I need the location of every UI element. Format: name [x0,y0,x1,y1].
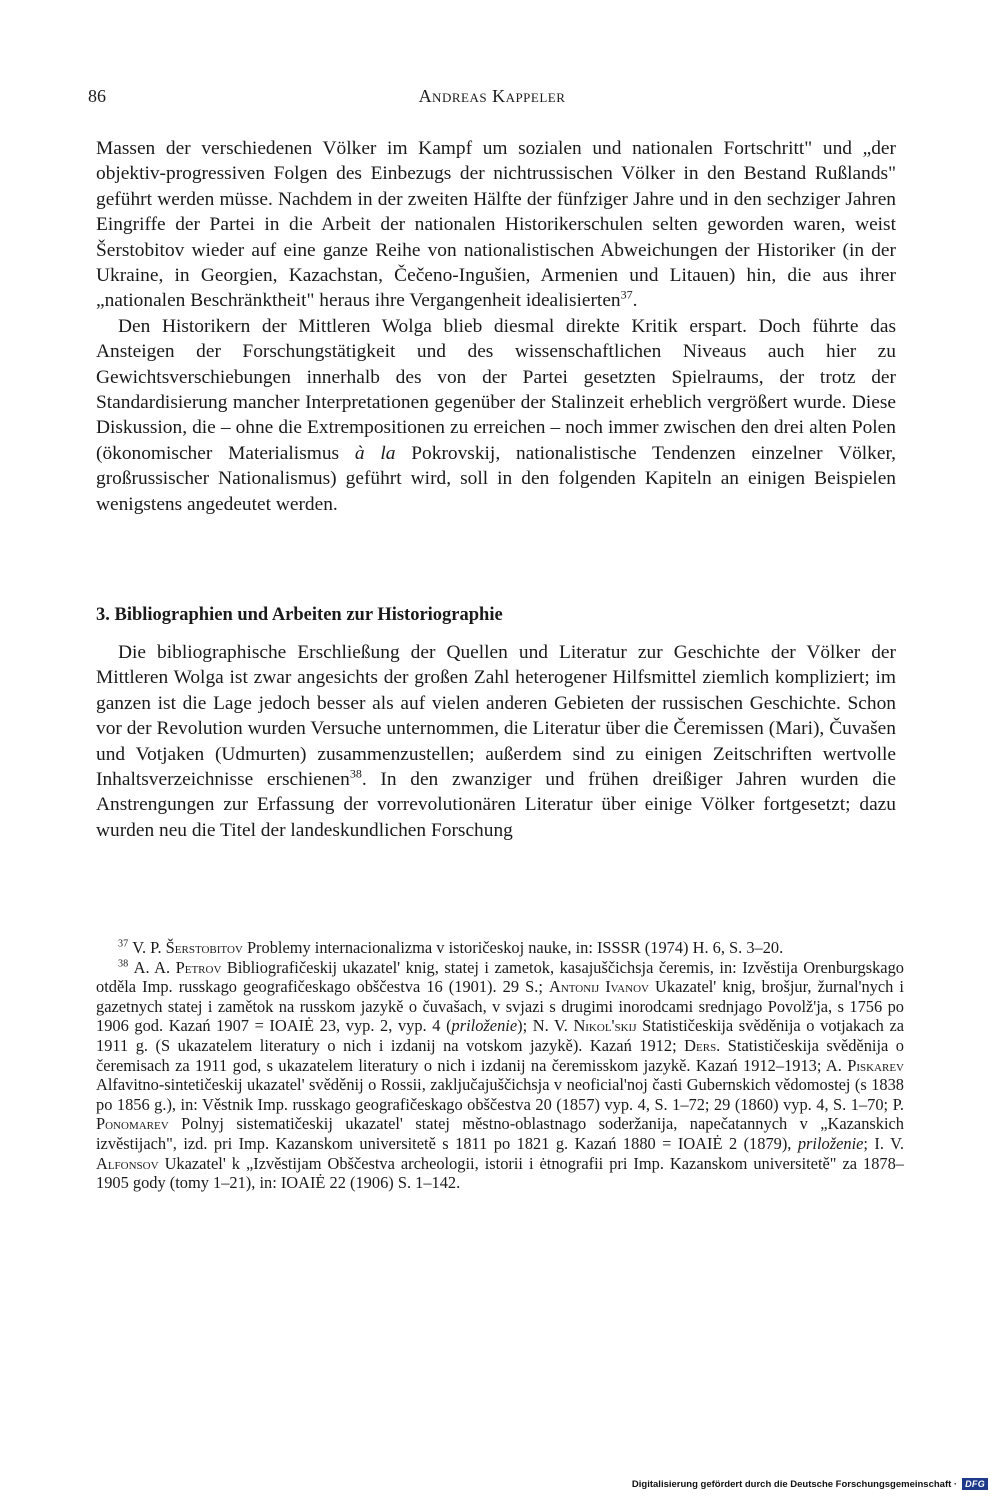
paragraph: Den Historikern der Mittleren Wolga blieb diesmal direkte Kritik erspart. Doch führte das Ansteigen der Forschungstätigkeit und des wissenschaftlichen Niveaus auch hier zu Gewichtsverschiebungen innerhalb des von der Partei gesetzten Spielraums, der trotz der Standardisierung mancher Interpretationen gegenüber der Stalinzeit erheblich vergrößert wurde. Diese Diskussion, die – ohne die Extrempositionen zu erreichen – noch immer zwischen den drei alten Polen (ökonomischer Materialismus à la Pokrovskij, nationalistische Tendenzen einzelner Völker, großrussischer Nationalismus) geführt wird, soll in den folgenden Kapiteln an einigen Beispielen wenigstens angedeutet werden. [96,315,896,515]
footnote-ref[interactable]: 38 [349,766,362,781]
section-text [96,640,896,843]
section-heading: 3. Bibliographien und Arbeiten zur Historiographie [96,605,503,625]
credit-text: Digitalisierung gefördert durch die Deutsche Forschungsgemeinschaft · [631,1478,958,1490]
page-header [88,86,896,112]
footnote-37: $^{37}$ V. P. Šerstobitov Problemy internacionalizma v istoričeskoj nauke, in: ISSSR (1974) H. 6, S. 3–20. [118,938,784,957]
footnote-ref[interactable]: 37 [620,287,633,302]
digitization-credit [632,1475,988,1493]
dfg-logo: DFG [962,1478,988,1490]
running-head: Andreas Kappeler [418,86,566,106]
footnote-38: $^{38}$ A. A. Petrov Bibliografičeskij ukazatel' knig, statej i zametok, kasajuščichsja čeremis, in: Izvěstija Orenburgskago otděla Imp. russkago geografičeskago obščestva 16 (1901). 29 S.; Antonij Ivanov Ukazatel' knig, brošjur, žurnal'nych i gazetnych statej i zamětok na russkom jazykě o čuvašach, v svjazi s drugimi inorodcami srednjago Povolž'ja, s 1756 po 1906 god. Kazań 1907 = IOAIĖ 23, vyp. 2, vyp. 4 (priloženie); N. V. Nikol'skij Statističeskija svěděnija o votjakach za 1911 g. (S ukazatelem literatury o nich i izdanij na votskom jazykě). Kazań 1912; Ders. Statističeskija svěděnija o čeremisach za 1911 god, s ukazatelem literatury o nich i izdanij na čeremisskom jazykě. Kazań 1912–1913; A. Piskarev Alfavitno-sintetičeskij ukazatel' svěděnij o Rossii, zaključajuščichsja v neoficial'noj časti Gubernskich vědomostej (s 1838 po 1856 g.), in: Věstnik Imp. russkago geografičeskago obščestva 20 (1857) vyp. 4, S. 1–72; 29 (1860) vyp. 4, S. 1–70; P. Ponomarev Polnyj sistematičeskij ukazatel' statej městno-oblastnago soderžanija, napečatannych v „Kazanskich izvěstijach", izd. pri Imp. Kazanskom universitetě s 1811 po 1821 g. Kazań 1880 = IOAIĖ 2 (1879), priloženie; I. V. Alfonsov Ukazatel' k „Izvěstijam Obščestva archeologii, istorii i ėtnografii pri Imp. Kazanskom universitetě" za 1878–1905 gody (tomy 1–21), in: IOAIĖ 22 (1906) S. 1–142. [96,957,905,1193]
paragraph: Massen der verschiedenen Völker im Kampf um sozialen und nationalen Fortschritt" und „der objektiv-progressiven Folgen des Einbezugs der nichtrussischen Völker in den Bestand Rußlands" geführt werden müsse. Nachdem in der zweiten Hälfte der fünfziger Jahre und in den sechziger Jahren Eingriffe der Partei in die Arbeit der nationalen Historikerschulen selten geworden waren, weist Šerstobitov wieder auf eine ganze Reihe von nationalistischen Abweichungen der Historiker (in der Ukraine, in Georgien, Kazachstan, Čečeno-Ingušien, Armenien und Litauen) hin, die aus ihrer „nationalen Beschränktheit" heraus ihre Vergangenheit idealisierten$^{37}$. [96,138,896,312]
page-number: 86 [88,86,106,106]
body-text [96,136,896,517]
footnotes [96,938,904,1193]
paragraph: Die bibliographische Erschließung der Quellen und Literatur zur Geschichte der Völker der Mittleren Wolga ist zwar angesichts der großen Zahl heterogener Hilfsmittel ziemlich kompliziert; im ganzen ist die Lage jedoch besser als auf vielen anderen Gebieten der russischen Geschichte. Schon vor der Revolution wurden Versuche unternommen, die Literatur über die Čeremissen (Mari), Čuvašen und Votjaken (Udmurten) zusammenzustellen; außerdem sind zu einigen Zeitschriften wertvolle Inhaltsverzeichnisse erschienen$^{38}$. In den zwanziger und frühen dreißiger Jahren wurden die Anstrengungen zur Erfassung der vorrevolutionären Literatur über einige Völker fortgesetzt; dazu wurden neu die Titel der landeskundlichen Forschung [96,642,896,841]
